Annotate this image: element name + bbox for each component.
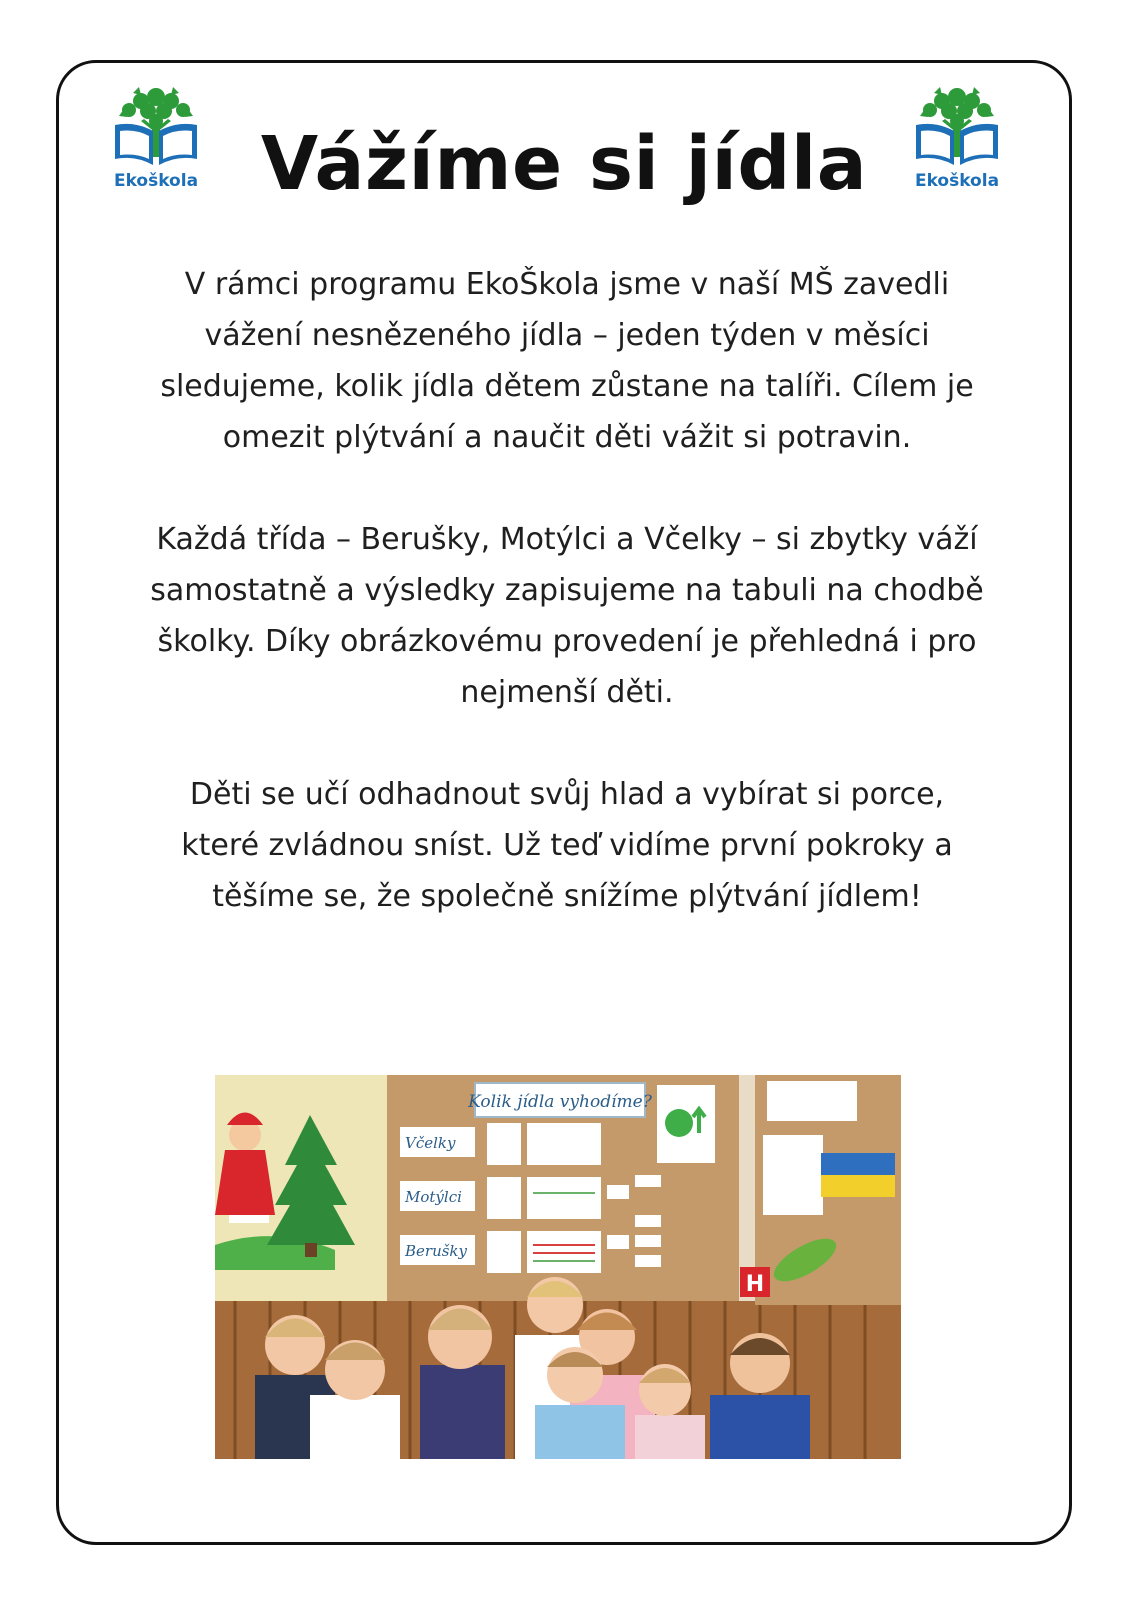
photo-illustration bbox=[215, 1075, 901, 1459]
side-sign: H bbox=[745, 1272, 765, 1297]
article-body bbox=[149, 259, 985, 922]
paragraph-3: Děti se učí odhadnout svůj hlad a vybírat si porce, které zvládnou sníst. Už teď vidíme první pokroky a těšíme se, že společně snížíme plýtvání jídlem! bbox=[181, 777, 953, 914]
poster-frame bbox=[56, 60, 1072, 1545]
paragraph-1: V rámci programu EkoŠkola jsme v naší MŠ zavedli vážení nesnězeného jídla – jeden týden v měsíci sledujeme, kolik jídla dětem zůstane na talíři. Cílem je omezit plýtvání a naučit děti vážit si potravin. bbox=[160, 267, 974, 455]
class-label-berusky: Berušky bbox=[405, 1242, 467, 1260]
logo-text: Ekoškola bbox=[113, 171, 199, 191]
class-label-vcelky: Včelky bbox=[405, 1134, 456, 1152]
page-title: Vážíme si jídla bbox=[260, 121, 868, 207]
logo-text: Ekoškola bbox=[914, 171, 1000, 191]
board-title: Kolik jídla vyhodíme? bbox=[468, 1092, 652, 1112]
class-photo bbox=[215, 1075, 901, 1459]
class-label-motylci: Motýlci bbox=[405, 1188, 462, 1206]
paragraph-2: Každá třída – Berušky, Motýlci a Včelky – si zbytky váží samostatně a výsledky zapisujeme na tabuli na chodbě školky. Díky obrázkovému provedení je přehledná i pro nejmenší děti. bbox=[150, 522, 984, 710]
